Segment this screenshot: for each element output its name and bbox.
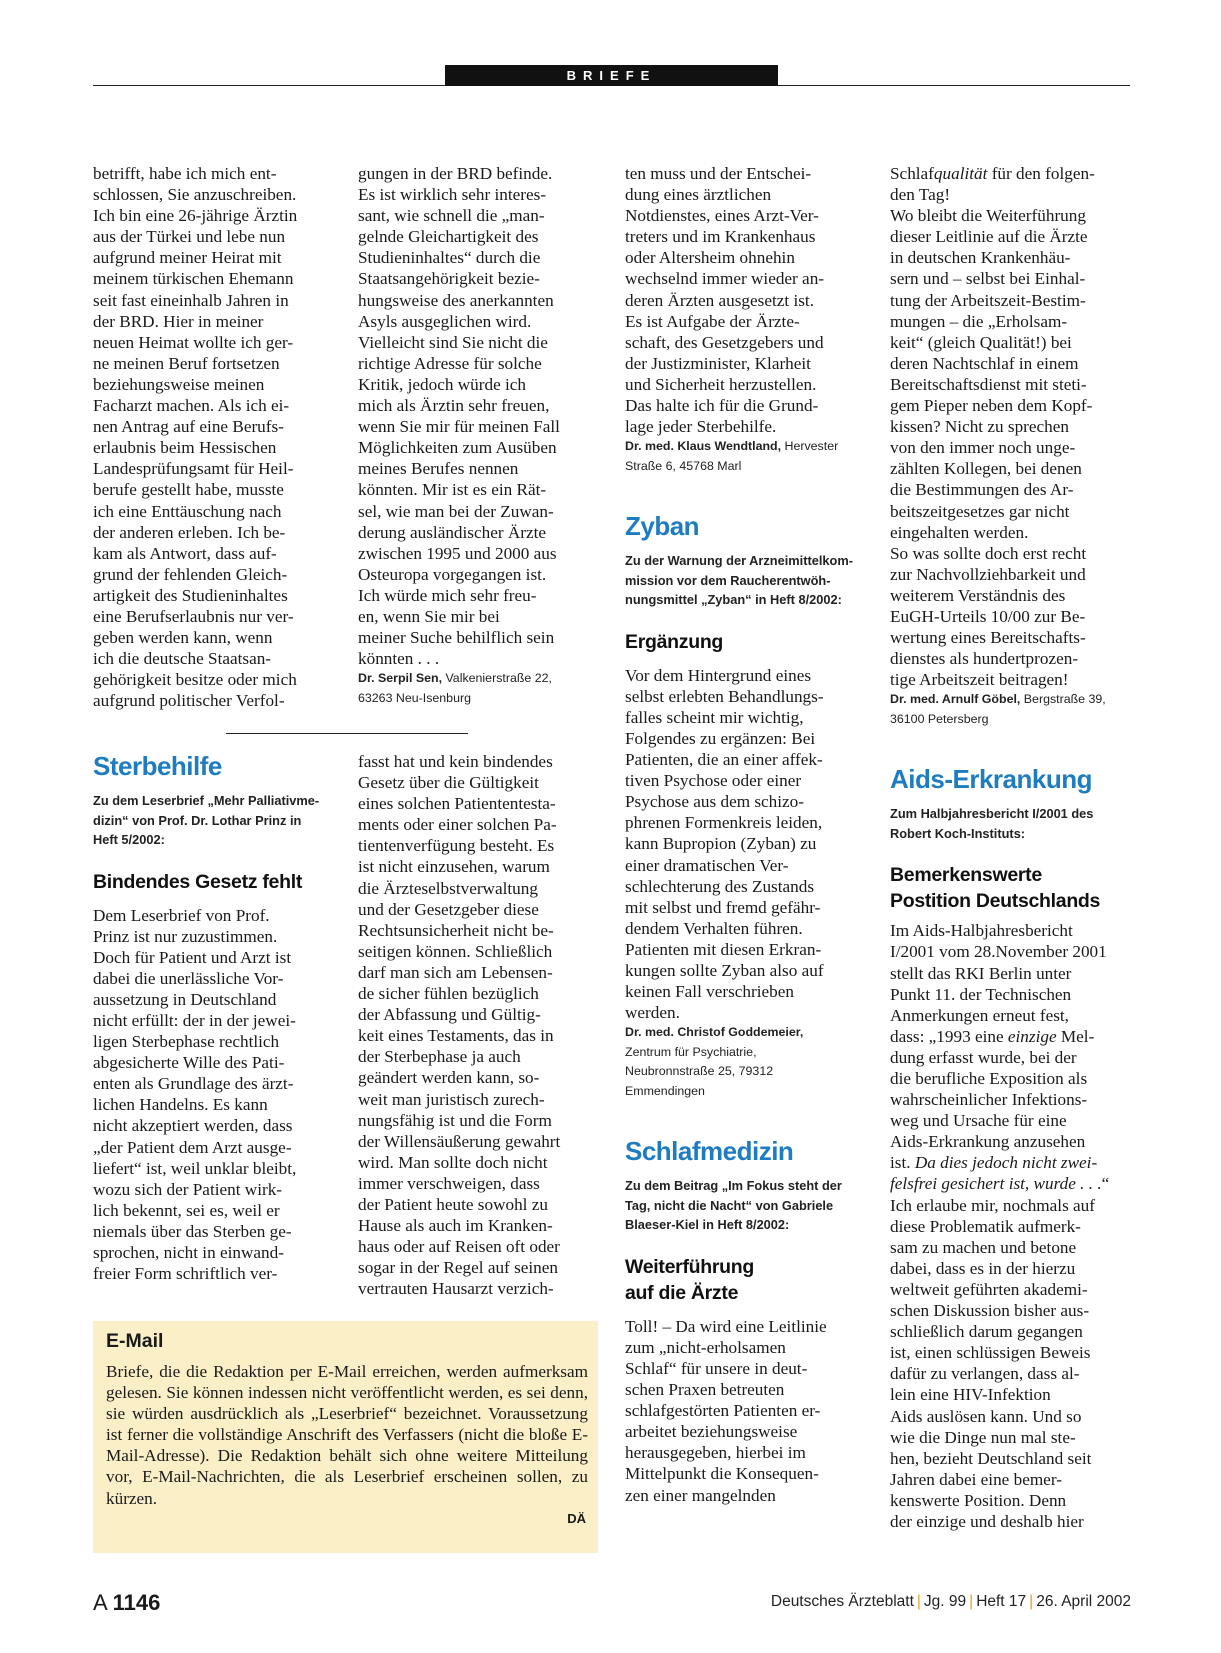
text-line: erlaubnis beim Hessischen (93, 438, 277, 458)
signature-line: Emmendingen (625, 1083, 705, 1098)
text-line: arbeitet beziehungsweise (625, 1422, 798, 1442)
text-line: Tag, nicht die Nacht“ von Gabriele (625, 1197, 834, 1213)
text-line: zwischen 1995 und 2000 aus (358, 543, 557, 563)
text-line: oder Altersheim ohnehin (625, 248, 795, 268)
text-line: ich die deutsche Staatsan- (93, 649, 272, 669)
text-line: aufgrund politischer Verfol- (93, 691, 285, 711)
text-line: Zu dem Leserbrief „Mehr Palliativme- (93, 793, 320, 808)
text-line: dung erfasst wurde, bei der (890, 1047, 1077, 1067)
text-line: treters und im Krankenhaus (625, 227, 816, 247)
signature (625, 1023, 870, 1101)
text-line: tige Arbeitszeit beitragen! (890, 670, 1069, 690)
column-2-top (358, 163, 603, 708)
sterbehilfe-left (93, 751, 338, 1284)
subtitle-zyban: Ergänzung (625, 630, 724, 653)
text-line: meiner Suche behilflich sein (358, 628, 555, 648)
text-line: nungsmittel „Zyban“ in Heft 8/2002: (625, 592, 842, 608)
text-line: meines Berufes nennen (358, 459, 519, 479)
separator-line (226, 733, 468, 734)
text-line: Jahren dabei eine bemer- (890, 1469, 1062, 1489)
text-line: der Willensäußerung gewahrt (358, 1131, 561, 1151)
text-line: hen, bezieht Deutschland seit (890, 1448, 1092, 1468)
text-line: dabei die unerlässliche Vor- (93, 968, 284, 988)
text-line: haus oder auf Reisen oft oder (358, 1237, 560, 1257)
text-line: die berufliche Exposition als (890, 1069, 1088, 1088)
text-line: keit“ (gleich Qualität!) bei (890, 332, 1072, 352)
text-line: beziehungsweise meinen (93, 374, 265, 394)
text-line: ist, einen schlüssigen Beweis (890, 1343, 1091, 1363)
text-line: geben werden kann, wenn (93, 628, 273, 648)
intro-zyban (625, 551, 870, 610)
text-line: wird. Man sollte doch nicht (358, 1152, 548, 1172)
text-line: lage jeder Sterbehilfe. (625, 417, 777, 437)
text-line: schließlich darum gegangen (890, 1322, 1083, 1342)
text-line: Toll! – Da wird eine Leitlinie (625, 1316, 827, 1336)
column-3 (625, 163, 870, 1506)
text-line: „der Patient dem Arzt ausge- (93, 1137, 292, 1157)
text-line: wie die Dinge nun mal ste- (890, 1427, 1076, 1447)
text-line: Facharzt machen. Als ich ei- (93, 396, 290, 416)
text-line: Ich würde mich sehr freu- (358, 585, 537, 605)
text-line: artigkeit des Studieninhaltes (93, 585, 288, 605)
text-line: weit man juristisch zurech- (358, 1089, 545, 1109)
text-line: könnten. Mir ist es ein Rät- (358, 480, 547, 500)
text-line: Patienten, die an einer affek- (625, 750, 823, 770)
email-body: Briefe, die die Redaktion per E-Mail erreichen, werden aufmerksam gelesen. Sie können indessen nicht veröffentlicht werden, es sei denn, sie würden ausdrücklich als „Leserbrief“ bezeichnet. Voraussetzung ist ferner die vollständige Anschrift des Verfassers (nicht die bloße E-Mail-Adresse). Die Redaktion behält sich ohne weitere Mitteilung vor, E-Mail-Nachrichten, die als Leserbrief erscheinen sollen, zu kürzen. (106, 1362, 588, 1508)
text-line: freier Form schriftlich ver- (93, 1264, 278, 1284)
email-notice-box (93, 1321, 598, 1553)
text-line: meinem türkischen Ehemann (93, 269, 294, 289)
text-line: kam als Antwort, dass auf- (93, 543, 277, 563)
text-line: gelnde Gleichartigkeit des (358, 227, 539, 247)
text-line: gehörigkeit besitze oder mich (93, 670, 297, 690)
email-title: E-Mail (106, 1330, 164, 1352)
email-sign: DÄ (567, 1511, 586, 1526)
text-line: berufe gestellt habe, musste (93, 480, 284, 500)
signature: Dr. med. Arnulf Göbel, Bergstraße 39, 36100 Petersberg (890, 692, 1106, 726)
text-line: der Justizminister, Klarheit (625, 353, 811, 373)
text-line: lichen Handelns. Es kann (93, 1095, 268, 1115)
text-line: zen einer mangelnden (625, 1485, 776, 1505)
text-line: gem Pieper neben dem Kopf- (890, 396, 1093, 416)
text-line: kenswerte Position. Denn (890, 1490, 1067, 1510)
text-line: Hause als auch im Kranken- (358, 1216, 553, 1236)
text-line: Das halte ich für die Grund- (625, 396, 819, 416)
text-line: So was sollte doch erst recht (890, 543, 1087, 563)
text-line: der Abfassung und Gültig- (358, 1005, 541, 1025)
text-line: mit selbst und fremd gefähr- (625, 897, 821, 917)
signature: Dr. Serpil Sen, Valkenierstraße 22, 63263 Neu-Isenburg (358, 671, 552, 705)
text-line: sogar in der Regel auf seinen (358, 1258, 558, 1278)
text-line: Zu der Warnung der Arzneimittelkom- (625, 553, 853, 569)
text-line: nicht erfüllt: der in der jewei- (93, 1010, 296, 1030)
text-line: kissen? Nicht zu sprechen (890, 417, 1069, 437)
text-line: zählten Kollegen, bei denen (890, 459, 1082, 479)
text-line: Schlafqualität für den folgen- (890, 164, 1095, 183)
text-line: sam zu machen und betone (890, 1237, 1077, 1257)
intro-schlafmedizin (625, 1176, 870, 1235)
text-line: Im Aids-Halbjahresbericht (890, 921, 1073, 941)
subtitle-sterbehilfe: Bindendes Gesetz fehlt (93, 870, 303, 893)
text-line: Weiterführung (625, 1255, 754, 1278)
text-line: ne meinen Beruf fortsetzen (93, 353, 280, 373)
text-line: nen Antrag auf eine Berufs- (93, 417, 284, 437)
text-line: Notdienstes, eines Arzt-Ver- (625, 206, 819, 226)
text-line: liefert“ ist, weil unklar bleibt, (93, 1158, 297, 1178)
text-line: dung eines ärztlichen (625, 185, 772, 205)
text-line: gungen in der BRD befinde. (358, 164, 553, 183)
text-line: en, wenn Sie mir bei (358, 606, 500, 626)
text-line: Patienten mit diesen Erkran- (625, 939, 822, 959)
text-line: sel, wie man bei der Zuwan- (358, 501, 554, 521)
text-line: Schlaf“ für unsere in deut- (625, 1359, 808, 1378)
text-line: und Sicherheit herzustellen. (625, 374, 817, 394)
text-line: kungen sollte Zyban also auf (625, 961, 824, 981)
letter-text (358, 163, 603, 669)
text-line: darf man sich am Lebensen- (358, 962, 553, 982)
text-line: Osteuropa vorgegangen ist. (358, 564, 547, 584)
text-line: und der Gesetzgeber diese (358, 899, 539, 919)
text-line: diese Problematik aufmerk- (890, 1216, 1081, 1236)
text-line: aufgrund meiner Heirat mit (93, 248, 282, 268)
text-line: Doch für Patient und Arzt ist (93, 947, 292, 967)
text-line: ich eine Enttäuschung nach (93, 501, 282, 521)
text-line: den Tag! (890, 185, 951, 205)
text-line: einer dramatischen Ver- (625, 855, 789, 875)
text-line: lein eine HIV-Infektion (890, 1385, 1051, 1405)
text-line: Postition Deutschlands (890, 890, 1101, 913)
schlafmedizin-text (625, 1316, 870, 1506)
text-line: abgesicherte Wille des Pati- (93, 1053, 285, 1073)
text-line: Wo bleibt die Weiterführung (890, 206, 1086, 226)
text-line: mich als Ärztin sehr freuen, (358, 396, 550, 416)
text-line: grund der fehlenden Gleich- (93, 564, 288, 584)
intro-aids (890, 804, 1135, 843)
text-line: tientenverfügung besteht. Es (358, 836, 555, 856)
text-line: wenn Sie mir für meinen Fall (358, 417, 560, 437)
text-line: falles scheint mir wichtig, (625, 707, 804, 727)
text-line: de sicher fühlen bezüglich (358, 984, 539, 1004)
text-line: dafür zu verlangen, dass al- (890, 1364, 1080, 1384)
text-line: lich bekennt, sei es, weil er (93, 1200, 280, 1220)
text-line: wozu sich der Patient wirk- (93, 1179, 283, 1199)
zyban-text (625, 665, 870, 1024)
text-line: Aids-Erkrankung anzusehen (890, 1132, 1086, 1152)
text-line: ist nicht einzusehen, warum (358, 857, 550, 877)
text-line: selbst erlebten Behandlungs- (625, 686, 824, 706)
text-line: Vielleicht sind Sie nicht die (358, 332, 548, 352)
text-line: sprochen, nicht in einwand- (93, 1243, 284, 1262)
text-line: eines solchen Patiententesta- (358, 794, 556, 814)
text-line: derung ausländischer Ärzte (358, 522, 547, 542)
section-title-schlafmedizin: Schlafmedizin (625, 1136, 794, 1167)
text-line: sant, wie schnell die „man- (358, 206, 545, 226)
text-line: werden. (625, 1003, 680, 1023)
text-line: nicht akzeptiert werden, dass (93, 1116, 293, 1136)
text-line: dabei, dass es in der hierzu (890, 1258, 1076, 1278)
text-line: tiven Psychose oder einer (625, 771, 802, 791)
text-line: Heft 5/2002: (93, 832, 165, 847)
text-line: zur Nachvollziehbarkeit und (890, 564, 1086, 584)
text-line: aus der Türkei und lebe nun (93, 227, 286, 247)
intro-sterbehilfe (93, 791, 338, 850)
signature-line: Neubronnstraße 25, 79312 (625, 1064, 774, 1079)
journal-footer: Deutsches Ärzteblatt | Jg. 99 | Heft 17 | 26. April 2002 (770, 1593, 1131, 1610)
text-line: Zum Halbjahresbericht I/2001 des (890, 806, 1094, 822)
text-line: der anderen erleben. Ich be- (93, 522, 286, 542)
text-line: Psychose aus dem schizo- (625, 792, 805, 812)
column-4 (890, 163, 1135, 1532)
text-line: betrifft, habe ich mich ent- (93, 164, 277, 183)
text-line: die Ärzteselbstverwaltung (358, 878, 538, 898)
text-line: Rechtsunsicherheit nicht be- (358, 920, 554, 940)
text-line: Bereitschaftsdienst mit steti- (890, 374, 1087, 394)
text-line: Prinz ist nur zuzustimmen. (93, 926, 278, 946)
text-line: schlechterung des Zustands (625, 876, 815, 896)
text-line: weltweit geführten akademi- (890, 1279, 1088, 1299)
signature: Dr. med. Klaus Wendtland, Hervester Straße 6, 45768 Marl (625, 439, 839, 473)
text-line: deren Ärzten ausgesetzt ist. (625, 290, 814, 310)
text-line: mission vor dem Raucherentwöh- (625, 572, 831, 588)
text-line: Aids auslösen kann. Und so (890, 1406, 1082, 1426)
text-line: Staatsangehörigkeit bezie- (358, 269, 540, 289)
text-line: Asyls ausgeglichen wird. (358, 311, 532, 331)
subtitle-schlafmedizin (625, 1254, 870, 1306)
text-line: schen Diskussion bisher aus- (890, 1301, 1090, 1321)
text-line: neuen Heimat wollte ich ger- (93, 332, 294, 352)
text-line: von den immer noch unge- (890, 438, 1076, 458)
text-line: keinen Fall verschrieben (625, 982, 794, 1002)
text-line: wertung eines Bereitschafts- (890, 628, 1086, 648)
text-line: Landesprüfungsamt für Heil- (93, 459, 294, 479)
text-line: die Bestimmungen des Ar- (890, 480, 1074, 500)
text-line: ligen Sterbephase rechtlich (93, 1032, 280, 1052)
text-line: Dem Leserbrief von Prof. (93, 905, 270, 925)
text-line: aussetzung in Deutschland (93, 989, 277, 1009)
text-line: weiterem Verständnis des (890, 585, 1066, 605)
text-line: ments oder einer solchen Pa- (358, 815, 557, 835)
text-line: der einzige und deshalb hier (890, 1511, 1084, 1531)
text-line: tung der Arbeitszeit-Bestim- (890, 290, 1086, 310)
text-line: I/2001 vom 28.November 2001 (890, 942, 1107, 962)
text-line: hungsweise des anerkannten (358, 290, 554, 310)
text-line: könnten . . . (358, 649, 440, 669)
text-line: Ich erlaube mir, nochmals auf (890, 1195, 1095, 1215)
text-line: dendem Verhalten führen. (625, 918, 803, 938)
text-line: Es ist wirklich sehr interes- (358, 185, 547, 205)
text-line: Vor dem Hintergrund eines (625, 665, 812, 685)
text-line: Studieninhaltes“ durch die (358, 248, 541, 268)
text-line: Möglichkeiten zum Ausüben (358, 438, 557, 458)
text-line: mungen – die „Erholsam- (890, 311, 1068, 331)
text-line: Ich bin eine 26-jährige Ärztin (93, 206, 298, 226)
column-1-top (93, 163, 338, 711)
text-line: dienstes als hundertprozen- (890, 649, 1079, 669)
text-line: in deutschen Krankenhäu- (890, 248, 1071, 268)
text-line: Es ist Aufgabe der Ärzte- (625, 311, 800, 331)
text-line: schlafgestörten Patienten er- (625, 1401, 821, 1421)
text-line: zum „nicht-erholsamen (625, 1337, 786, 1357)
text-line: der Patient heute sowohl zu (358, 1194, 548, 1214)
text-line: wechselnd immer wieder an- (625, 269, 825, 289)
section-tag: BRIEFE (445, 65, 778, 86)
aids-text: Im Aids-Halbjahresbericht I/2001 vom 28.November 2001 stellt das RKI Berlin unter Punkt 11. der Technischen Anmerkungen erneut fest, dass: „1993 eine einzige Mel- dung erfasst wurde, bei der die berufliche Exposition als wahrscheinlicher Infektions- weg und Ursache für eine Aids-Erkrankung anzusehen ist. Da dies jedoch nicht zwei- felsfrei gesichert ist, wurde . . .“ Ich erlaube mir, nochmals auf diese Problematik aufmerk- sam zu machen und betone dabei, dass es in der hierzu weltweit geführten akademi- schen Diskussion bisher aus- schließlich darum gegangen ist, einen schlüssigen Beweis dafür zu verlangen, dass al- lein eine HIV-Infektion Aids auslösen kann. Und so wie die Dinge nun mal ste- hen, bezieht Deutschland seit Jahren dabei eine bemer- kenswerte Position. Denn der einzige und deshalb hier (890, 920, 1135, 1532)
text-line: kann Bupropion (Zyban) zu (625, 834, 817, 854)
text-line: eine Berufserlaubnis nur ver- (93, 606, 294, 626)
letter-text (625, 163, 870, 437)
text-line: immer verschweigen, dass (358, 1173, 540, 1193)
text-line: schlossen, Sie anzuschreiben. (93, 185, 297, 205)
subtitle-aids (890, 862, 1135, 914)
text-line: schen Praxen betreuten (625, 1380, 785, 1400)
text-line: Bemerkenswerte (890, 864, 1042, 887)
text-line: EuGH-Urteils 10/00 zur Be- (890, 606, 1086, 626)
text-line: stellt das RKI Berlin unter (890, 963, 1072, 983)
text-line: seit fast eineinhalb Jahren in (93, 290, 289, 310)
text-line: auf die Ärzte (625, 1281, 739, 1304)
text-line: weg und Ursache für eine (890, 1111, 1067, 1131)
text-line: dizin“ von Prof. Dr. Lothar Prinz in (93, 812, 302, 828)
text-line: schaft, des Gesetzgebers und (625, 332, 824, 352)
text-line: keit eines Testaments, das in (358, 1026, 554, 1046)
signature-line: Dr. med. Christof Goddemeier, (625, 1025, 804, 1040)
text-line: richtige Adresse für solche (358, 353, 542, 373)
text-line: der BRD. Hier in meiner (93, 311, 264, 331)
text-line: phrenen Formenkreis leiden, (625, 813, 823, 833)
text-line: ten muss und der Entschei- (625, 164, 812, 183)
text-line: nungsfähig ist und die Form (358, 1110, 552, 1130)
text-line: vertrauten Hausarzt verzich- (358, 1279, 554, 1299)
text-line: wahrscheinlicher Infektions- (890, 1090, 1088, 1110)
text-line: Kritik, jedoch würde ich (358, 374, 527, 394)
text-line: fasst hat und kein bindendes (358, 752, 553, 771)
signature-line: Zentrum für Psychiatrie, (625, 1044, 757, 1059)
text-line: Anmerkungen erneut fest, (890, 1005, 1069, 1025)
text-line: Punkt 11. der Technischen (890, 984, 1072, 1004)
text-line: Mittelpunkt die Konsequen- (625, 1464, 819, 1484)
text-line: deren Nachtschlaf in einem (890, 353, 1079, 373)
text-line: geändert werden kann, so- (358, 1068, 540, 1088)
text-line: sern und – selbst bei Einhal- (890, 269, 1086, 289)
text-line: Zu dem Beitrag „Im Fokus steht der (625, 1178, 842, 1194)
section-title-aids: Aids-Erkrankung (890, 764, 1092, 795)
text-line: eingehalten werden. (890, 522, 1029, 542)
text-line: Robert Koch-Instituts: (890, 825, 1026, 841)
letter-text (890, 184, 1135, 690)
text-line: herausgegeben, hierbei im (625, 1443, 806, 1463)
text-line: Gesetz über die Gültigkeit (358, 773, 539, 793)
section-title-sterbehilfe: Sterbehilfe (93, 751, 222, 781)
text-line: niemals über das Sterben ge- (93, 1221, 292, 1241)
text-line: beitszeitgesetzes gar nicht (890, 501, 1070, 521)
text-line: enten als Grundlage des ärzt- (93, 1074, 294, 1094)
text-line: dieser Leitlinie auf die Ärzte (890, 227, 1088, 247)
text-line: der Sterbephase ja auch (358, 1047, 521, 1067)
text-line: Folgendes zu ergänzen: Bei (625, 729, 816, 748)
section-title-zyban: Zyban (625, 511, 700, 542)
text-line: seitigen können. Schließlich (358, 941, 553, 961)
sterbehilfe-text-2 (358, 751, 603, 1299)
text-line: Blaeser-Kiel in Heft 8/2002: (625, 1217, 790, 1233)
page-number: A 1146 (93, 1590, 161, 1615)
sterbehilfe-text-1 (93, 905, 338, 1285)
